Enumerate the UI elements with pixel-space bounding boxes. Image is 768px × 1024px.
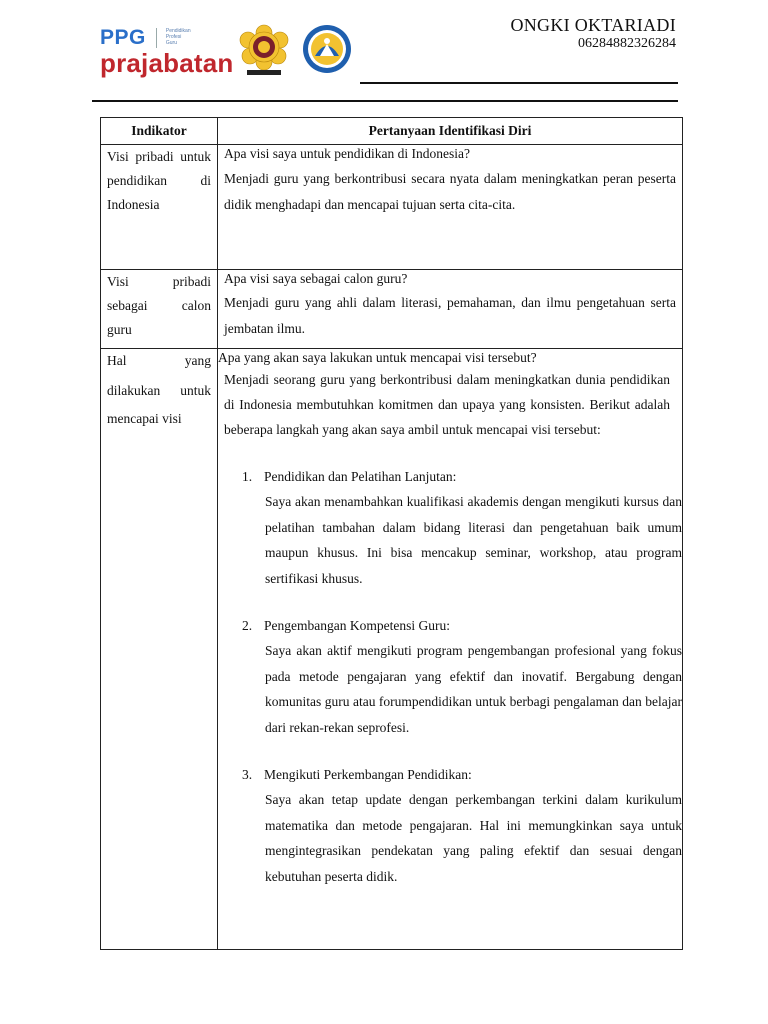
question-cell (218, 145, 683, 270)
question-cell (218, 270, 683, 349)
indicator-line: Hal yang (107, 353, 211, 368)
question-text: Apa visi saya sebagai calon guru? (224, 271, 408, 286)
author-phone: 06284882326284 (578, 36, 676, 51)
indicator-cell (101, 349, 218, 950)
table-row (101, 349, 683, 950)
table-header-row (101, 118, 683, 145)
header-underline (360, 82, 678, 84)
author-name: ONGKI OKTARIADI (510, 15, 676, 35)
question-cell (218, 349, 683, 950)
list-item (242, 464, 682, 591)
list-item (242, 613, 682, 740)
question-text: Apa visi saya untuk pendidikan di Indonesia? (224, 146, 470, 161)
column-header-indicator: Indikator (101, 118, 218, 145)
step-body: Saya akan aktif mengikuti program pengembangan profesional yang fokus pada metode pengajaran yang efektif dan inovatif. Bergabung dengan komunitas guru atau forumpendidikan untuk berbagi pengalaman dan belajar dari rekan-rekan seprofesi. (265, 643, 682, 735)
indicator-line: sebagai calon (107, 298, 211, 313)
step-body: Saya akan menambahkan kualifikasi akademis dengan mengikuti kursus dan pelatihan tambahan dalam bidang literasi dan pengetahuan baik umum maupun khusus. Ini bisa mencakup seminar, workshop, atau program sertifikasi khusus. (265, 494, 682, 586)
step-title (242, 762, 676, 787)
step-title-text: Mengikuti Perkembangan Pendidikan: (264, 767, 472, 782)
indicator-line: pendidikan di (107, 173, 211, 188)
indicator-line: Visi pribadi untuk (107, 149, 211, 164)
university-seal-icon (233, 24, 295, 76)
indicator-line: dilakukan untuk (107, 383, 211, 398)
step-title (242, 613, 676, 638)
steps-list (218, 464, 682, 889)
answer-intro: Menjadi seorang guru yang berkontribusi dalam meningkatkan dunia pendidikan di Indonesia membutuhkan komitmen dan upaya yang konsisten. Berikut adalah beberapa langkah yang akan saya ambil untuk mencapai visi tersebut: (224, 372, 670, 437)
author-block (510, 14, 676, 52)
step-number: 2. (242, 618, 253, 633)
ppg-logo-divider (156, 28, 157, 48)
step-body: Saya akan tetap update dengan perkembangan terkini dalam kurikulum matematika dan metode pengajaran. Hal ini memungkinkan saya untuk mengintegrasikan pendekatan yang paling efektif dan sesuai dengan kebutuhan peserta didik. (265, 792, 682, 884)
step-number: 3. (242, 767, 253, 782)
list-item (242, 762, 682, 889)
indicator-cell (101, 270, 218, 349)
indicator-cell (101, 145, 218, 270)
table-row (101, 145, 683, 270)
indicator-line: guru (107, 322, 132, 337)
ppg-logo (100, 26, 191, 50)
indicator-line: mencapai visi (107, 411, 182, 426)
ppg-logo-subtitle (166, 28, 191, 46)
indicator-line: Indonesia (107, 197, 160, 212)
column-header-question: Pertanyaan Identifikasi Diri (218, 118, 683, 145)
step-title-text: Pendidikan dan Pelatihan Lanjutan: (264, 469, 457, 484)
answer-text: Menjadi guru yang berkontribusi secara nyata dalam meningkatkan peran peserta didik menghadapi dan mencapai tujuan serta cita-cita. (224, 171, 676, 212)
indicator-line: Visi pribadi (107, 274, 211, 289)
prajabatan-logo-text: prajabatan (100, 48, 234, 78)
header-divider (92, 100, 678, 102)
step-title-text: Pengembangan Kompetensi Guru: (264, 618, 450, 633)
ministry-seal-icon (302, 24, 352, 74)
step-number: 1. (242, 469, 253, 484)
ppg-subtitle-line: Profesi (165, 34, 182, 40)
ppg-logo-text: PPG (100, 26, 146, 49)
answer-text: Menjadi guru yang ahli dalam literasi, pemahaman, dan ilmu pengetahuan serta jembatan ilmu. (224, 295, 676, 336)
step-title (242, 464, 676, 489)
table-row (101, 270, 683, 349)
question-text: Apa yang akan saya lakukan untuk mencapai visi tersebut? (218, 350, 537, 365)
ppg-subtitle-line: Pendidikan (165, 28, 191, 34)
ppg-subtitle-line: Guru (165, 40, 177, 46)
self-identification-table (100, 117, 683, 950)
